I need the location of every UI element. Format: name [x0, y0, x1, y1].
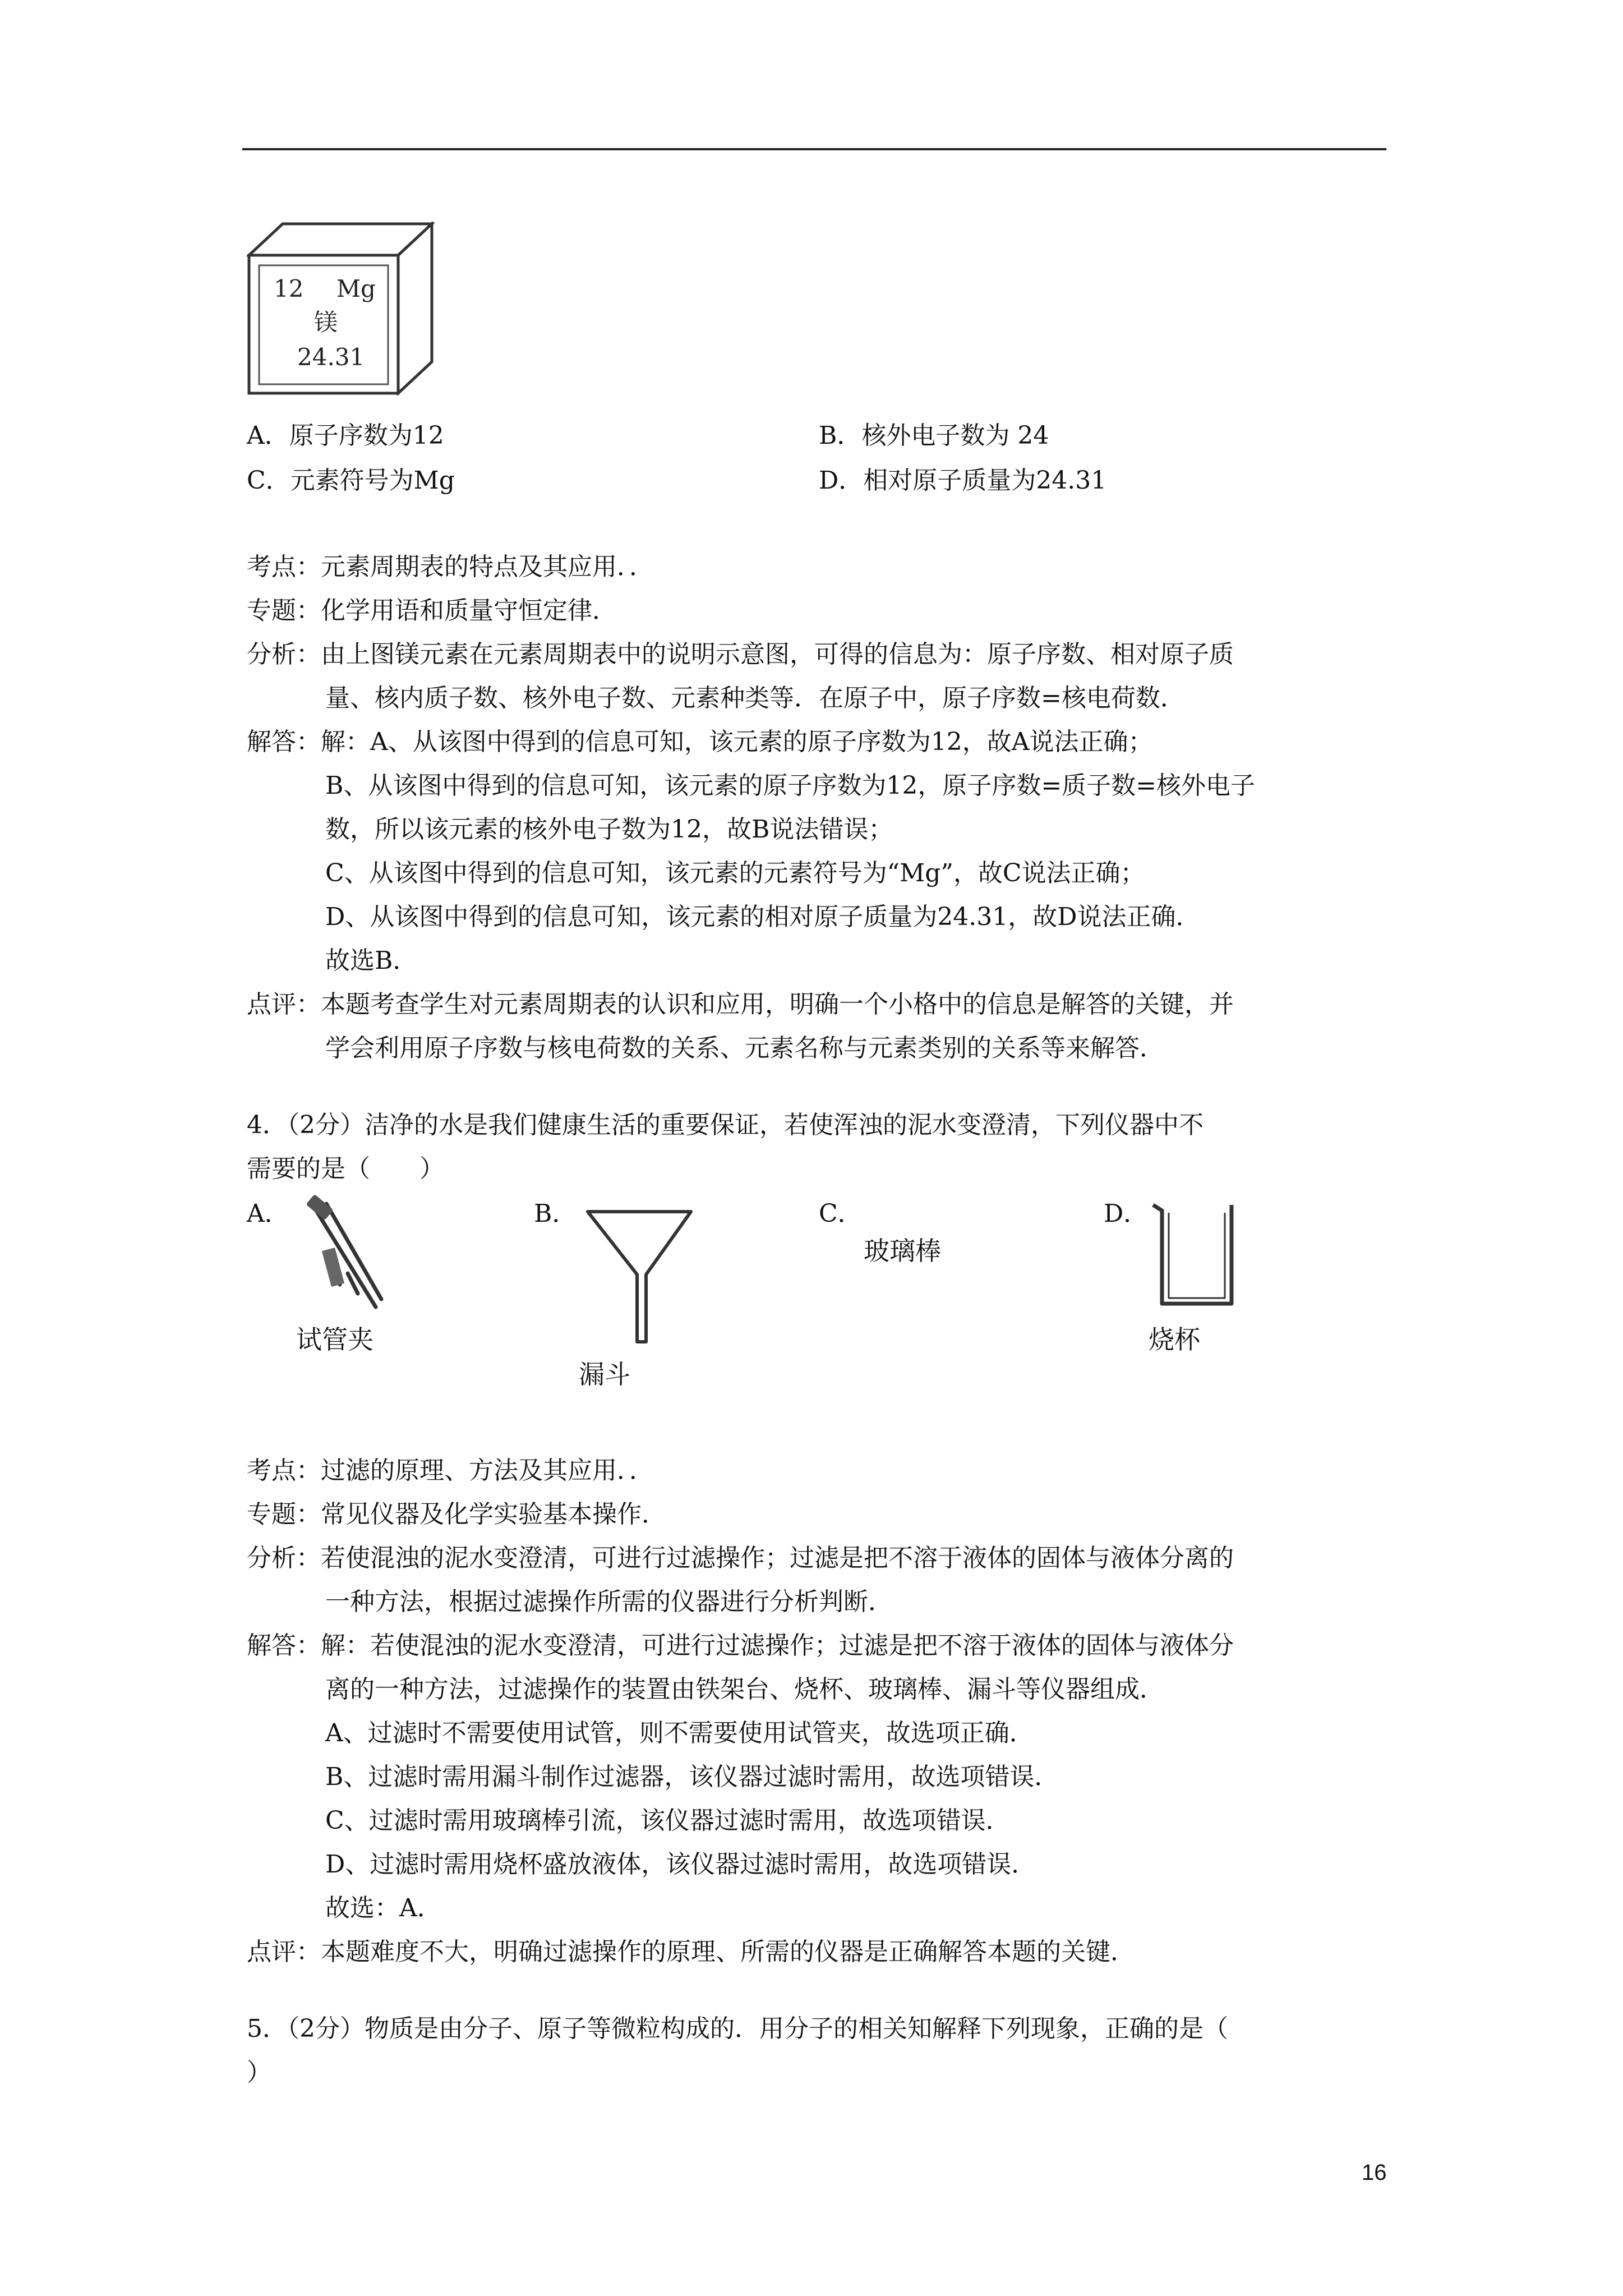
q4-option-a-letter: A．: [247, 1199, 289, 1228]
q3-option-c: C．元素符号为Mg: [247, 466, 455, 495]
q4-jieda-line-2: 离的一种方法，过滤操作的装置由铁架台、烧杯、玻璃棒、漏斗等仪器组成．: [325, 1675, 1164, 1704]
q3-option-d: D．相对原子质量为24.31: [819, 466, 1107, 495]
q4-jieda-line-1: 解答：解：若使混浊的泥水变澄清，可进行过滤操作；过滤是把不溶于液体的固体与液体分: [247, 1631, 1234, 1660]
q3-zhuanti: 专题：化学用语和质量守恒定律．: [247, 596, 617, 625]
q4-option-c-letter: C．: [819, 1199, 863, 1228]
q4-jieda-line-5: C、过滤时需用玻璃棒引流，该仪器过滤时需用，故选项错误．: [325, 1806, 1011, 1835]
q3-dianping-line-1: 点评：本题考查学生对元素周期表的认识和应用，明确一个小格中的信息是解答的关键，并: [247, 990, 1234, 1019]
q4-fenxi-line-1: 分析：若使混浊的泥水变澄清，可进行过滤操作；过滤是把不溶于液体的固体与液体分离的: [247, 1544, 1234, 1572]
q3-jieda-line-6: 故选B．: [325, 946, 418, 975]
test-tube-clamp-icon: [297, 1195, 387, 1318]
q4-zhuanti: 专题：常见仪器及化学实验基本操作．: [247, 1500, 666, 1529]
q4-option-d-letter: D．: [1104, 1199, 1149, 1228]
q3-kaodian: 考点：元素周期表的特点及其应用．．: [247, 553, 654, 581]
tile-symbol: Mg: [336, 275, 376, 302]
tile-atomic-number: 12: [274, 275, 304, 302]
beaker-icon: [1150, 1199, 1239, 1312]
q4-jieda-line-7: 故选：A．: [325, 1894, 442, 1922]
q4-jieda-line-6: D、过滤时需用烧杯盛放液体，该仪器过滤时需用，故选项错误．: [325, 1850, 1036, 1879]
q4-option-b-letter: B．: [534, 1199, 577, 1228]
q3-jieda-line-2: B、从该图中得到的信息可知，该元素的原子序数为12，原子序数=质子数=核外电子: [325, 771, 1256, 800]
q3-jieda-line-5: D、从该图中得到的信息可知，该元素的相对原子质量为24.31，故D说法正确．: [325, 903, 1201, 931]
q4-stem-line-1: 4．（2分）洁净的水是我们健康生活的重要保证，若使浑浊的泥水变澄清，下列仪器中不: [247, 1111, 1204, 1139]
q3-jieda-line-3: 数，所以该元素的核外电子数为12，故B说法错误；: [325, 815, 893, 844]
q4-dianping: 点评：本题难度不大，明确过滤操作的原理、所需的仪器是正确解答本题的关键．: [247, 1938, 1135, 1966]
q4-jieda-line-4: B、过滤时需用漏斗制作过滤器，该仪器过滤时需用，故选项错误．: [325, 1763, 1059, 1791]
q3-fenxi-line-1: 分析：由上图镁元素在元素周期表中的说明示意图，可得的信息为：原子序数、相对原子质: [247, 640, 1234, 669]
q4-jieda-line-3: A、过滤时不需要使用试管，则不需要使用试管夹，故选项正确．: [325, 1719, 1034, 1747]
q4-fenxi-line-2: 一种方法，根据过滤操作所需的仪器进行分析判断．: [325, 1588, 893, 1616]
q4-kaodian: 考点：过滤的原理、方法及其应用．．: [247, 1456, 654, 1485]
q3-fenxi-line-2: 量、核内质子数、核外电子数、元素种类等．在原子中，原子序数=核电荷数．: [325, 684, 1185, 712]
tile-mass: 24.31: [297, 343, 365, 371]
q4-option-c-name: 玻璃棒: [864, 1236, 941, 1266]
q3-option-b: B．核外电子数为 24: [819, 421, 1049, 450]
q3-option-a: A．原子序数为12: [247, 421, 444, 450]
header-rule: [242, 148, 1386, 150]
q4-stem-line-2: 需要的是（ ）: [247, 1154, 444, 1183]
q3-dianping-line-2: 学会利用原子序数与核电荷数的关系、元素名称与元素类别的关系等来解答．: [325, 1034, 1164, 1062]
funnel-icon: [583, 1204, 695, 1344]
q4-option-b-name: 漏斗: [579, 1359, 630, 1389]
q4-option-a-name: 试管夹: [296, 1324, 374, 1355]
tile-name: 镁: [314, 309, 338, 336]
q5-stem-line-1: 5．（2分）物质是由分子、原子等微粒构成的．用分子的相关知解释下列现象，正确的是（: [247, 2014, 1228, 2043]
q3-jieda-line-4: C、从该图中得到的信息可知，该元素的元素符号为“Mg”，故C说法正确；: [325, 859, 1145, 887]
page-number: 16: [1362, 2160, 1387, 2185]
q4-option-d-name: 烧杯: [1149, 1324, 1200, 1355]
q5-stem-line-2: ）: [247, 2058, 271, 2087]
q3-jieda-line-1: 解答：解：A、从该图中得到的信息可知，该元素的原子序数为12，故A说法正确；: [247, 728, 1153, 756]
